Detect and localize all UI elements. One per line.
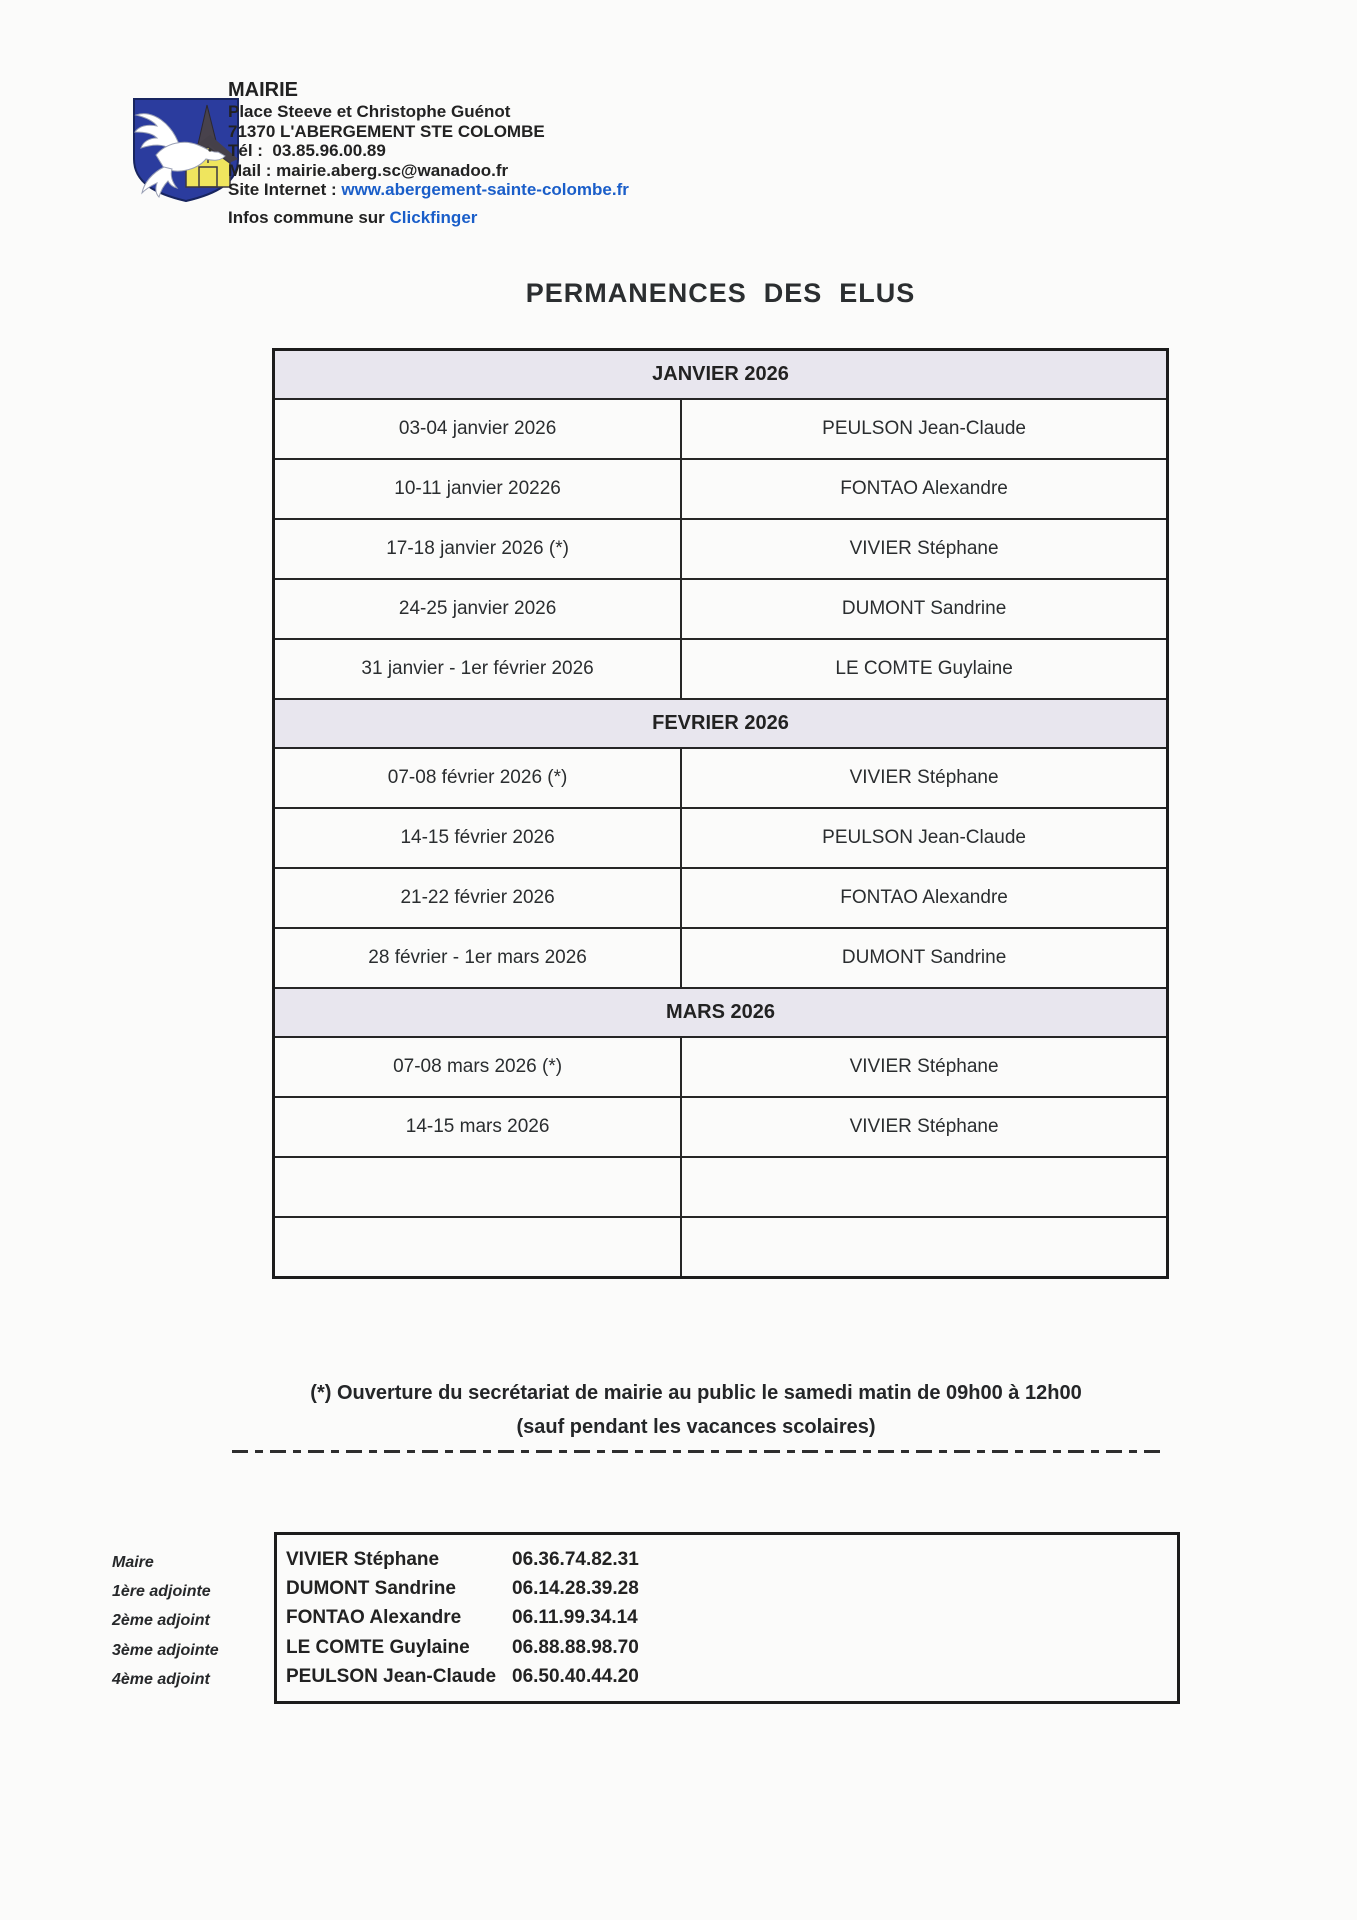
contact-phone: 06.36.74.82.31 xyxy=(512,1548,639,1570)
role-label: Maire xyxy=(112,1553,154,1571)
org-name: MAIRIE xyxy=(228,79,298,101)
elu-cell: VIVIER Stéphane xyxy=(681,519,1167,579)
role-label: 2ème adjoint xyxy=(112,1612,210,1630)
date-cell: 28 février - 1er mars 2026 xyxy=(274,928,682,988)
contact-phone: 06.11.99.34.14 xyxy=(512,1607,638,1629)
address-line: 71370 L'ABERGEMENT STE COLOMBE xyxy=(228,121,545,141)
month-header-janvier: JANVIER 2026 xyxy=(274,350,1168,400)
month-header-row xyxy=(274,988,1168,1037)
contact-phone: 06.88.88.98.70 xyxy=(512,1636,639,1658)
contact-row xyxy=(286,1604,1177,1633)
table-row xyxy=(274,808,1168,868)
roles-list xyxy=(112,1548,219,1695)
contact-row xyxy=(286,1663,1177,1692)
table-row xyxy=(274,639,1168,699)
table-row xyxy=(274,1157,1168,1217)
contact-row xyxy=(286,1633,1177,1662)
table-row xyxy=(274,399,1168,459)
elu-cell: PEULSON Jean-Claude xyxy=(681,399,1167,459)
table-row xyxy=(274,1217,1168,1278)
contacts-box xyxy=(274,1532,1180,1704)
clickfinger-link[interactable]: Clickfinger xyxy=(389,208,478,227)
role-label: 3ème adjointe xyxy=(112,1641,219,1659)
website-link[interactable]: www.abergement-sainte-colombe.fr xyxy=(341,180,629,199)
table-row xyxy=(274,868,1168,928)
footnote-line1: (*) Ouverture du secrétariat de mairie au public le samedi matin de 09h00 à 12h00 xyxy=(310,1382,1082,1404)
dashed-separator xyxy=(232,1450,1160,1453)
table-row xyxy=(274,459,1168,519)
address-line: Place Steeve et Christophe Guénot xyxy=(228,102,511,121)
month-header-mars: MARS 2026 xyxy=(274,988,1168,1037)
contact-name: FONTAO Alexandre xyxy=(286,1607,462,1629)
elu-cell: DUMONT Sandrine xyxy=(681,579,1167,639)
elu-cell xyxy=(681,1217,1167,1278)
contact-phone: 06.14.28.39.28 xyxy=(512,1578,639,1600)
contact-name: VIVIER Stéphane xyxy=(286,1548,440,1570)
month-header-fevrier: FEVRIER 2026 xyxy=(274,699,1168,748)
date-cell xyxy=(274,1217,682,1278)
date-cell: 10-11 janvier 20226 xyxy=(274,459,682,519)
contact-name: DUMONT Sandrine xyxy=(286,1578,456,1600)
table-row xyxy=(274,519,1168,579)
permanences-table xyxy=(272,348,1169,1279)
infos-label: Infos commune sur xyxy=(228,208,390,227)
date-cell: 03-04 janvier 2026 xyxy=(274,399,682,459)
footnote-line2: (sauf pendant les vacances scolaires) xyxy=(516,1416,876,1438)
date-cell: 17-18 janvier 2026 (*) xyxy=(274,519,682,579)
phone-line: Tél : 03.85.96.00.89 xyxy=(228,141,386,160)
date-cell xyxy=(274,1157,682,1217)
infos-commune-line xyxy=(228,208,477,228)
contact-name: LE COMTE Guylaine xyxy=(286,1636,470,1658)
mail-line: Mail : mairie.aberg.sc@wanadoo.fr xyxy=(228,160,509,180)
date-cell: 14-15 mars 2026 xyxy=(274,1097,682,1157)
date-cell: 14-15 février 2026 xyxy=(274,808,682,868)
site-line xyxy=(228,180,629,200)
contact-row xyxy=(286,1574,1177,1603)
date-cell: 24-25 janvier 2026 xyxy=(274,579,682,639)
site-label: Site Internet : xyxy=(228,180,342,199)
table-row xyxy=(274,748,1168,808)
month-header-row xyxy=(274,350,1168,400)
elu-cell: VIVIER Stéphane xyxy=(681,1097,1167,1157)
elu-cell: FONTAO Alexandre xyxy=(681,868,1167,928)
table-row xyxy=(274,1037,1168,1097)
table-row xyxy=(274,1097,1168,1157)
date-cell: 31 janvier - 1er février 2026 xyxy=(274,639,682,699)
mairie-address-block xyxy=(228,78,629,200)
table-row xyxy=(274,579,1168,639)
date-cell: 07-08 mars 2026 (*) xyxy=(274,1037,682,1097)
contact-row xyxy=(286,1545,1177,1574)
elu-cell: VIVIER Stéphane xyxy=(681,748,1167,808)
elu-cell: PEULSON Jean-Claude xyxy=(681,808,1167,868)
elu-cell xyxy=(681,1157,1167,1217)
role-label: 4ème adjoint xyxy=(112,1671,210,1689)
date-cell: 21-22 février 2026 xyxy=(274,868,682,928)
contact-phone: 06.50.40.44.20 xyxy=(512,1666,639,1688)
elu-cell: DUMONT Sandrine xyxy=(681,928,1167,988)
role-label: 1ère adjointe xyxy=(112,1583,211,1601)
month-header-row xyxy=(274,699,1168,748)
elu-cell: LE COMTE Guylaine xyxy=(681,639,1167,699)
elu-cell: VIVIER Stéphane xyxy=(681,1037,1167,1097)
page-title: PERMANENCES DES ELUS xyxy=(525,278,916,308)
table-row xyxy=(274,928,1168,988)
elu-cell: FONTAO Alexandre xyxy=(681,459,1167,519)
contact-name: PEULSON Jean-Claude xyxy=(286,1666,497,1688)
footnote xyxy=(232,1376,1160,1444)
date-cell: 07-08 février 2026 (*) xyxy=(274,748,682,808)
